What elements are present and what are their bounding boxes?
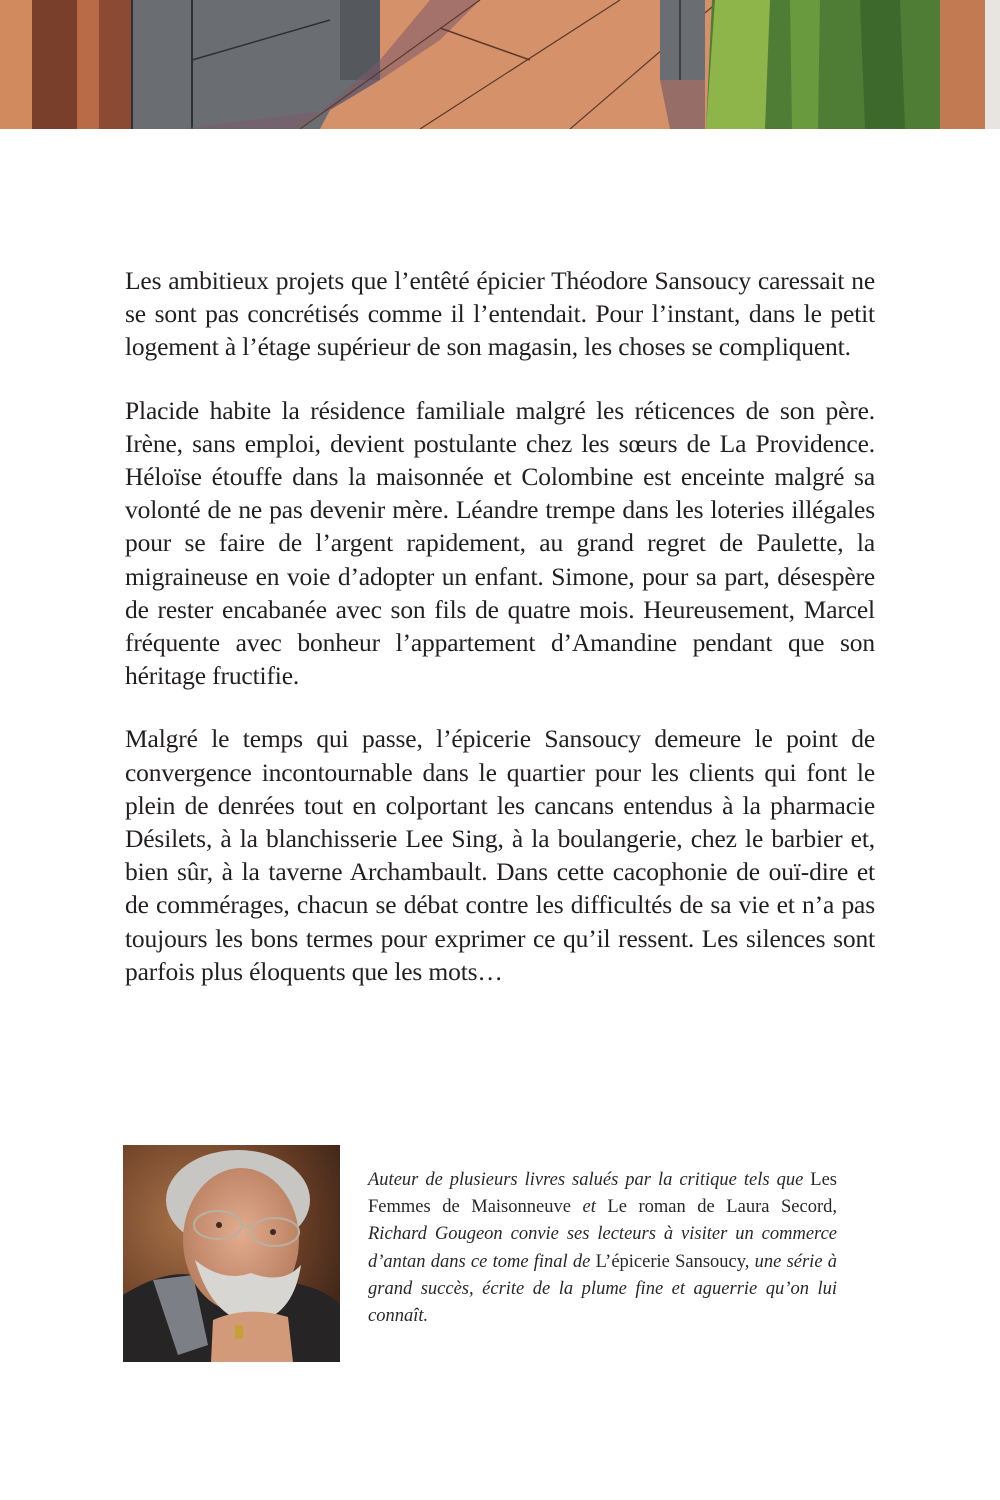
banner-illustration bbox=[0, 0, 1000, 129]
crate-right bbox=[660, 0, 705, 80]
blurb-paragraph: Les ambitieux projets que l’entêté épicier Théodore Sansoucy caressait ne se sont pas concrétisés comme il l’entendait. Pour l’instant, dans le petit logement à l’étage supérieur de son magasin, les choses se compliquent. bbox=[125, 266, 875, 362]
cover-illustration-banner bbox=[0, 0, 1000, 129]
wall-post bbox=[32, 0, 77, 129]
author-photo bbox=[123, 1145, 340, 1362]
author-section bbox=[123, 1145, 875, 1363]
author-portrait-image bbox=[123, 1145, 340, 1362]
wall-post bbox=[940, 0, 985, 129]
author-bio bbox=[368, 1167, 837, 1330]
blurb-paragraph: Malgré le temps qui passe, l’épicerie Sansoucy demeure le point de convergence incontournable dans le quartier pour les clients qui font le plein de denrées tout en colportant les cancans entendus à la pharmacie Désilets, à la blanchisserie Lee Sing, à la boulangerie, chez le barbier et, bien sûr, à la taverne Archambault. Dans cette cacophonie de ouï-dire et de commérages, chacun se débat contre les difficultés de sa vie et n’a pas toujours les bons termes pour exprimer ce qu’il ressent. Les silences sont parfois plus éloquents que les mots… bbox=[125, 724, 875, 986]
wall-post bbox=[77, 0, 99, 129]
book-title: Le roman de Laura Secord bbox=[607, 1197, 833, 1218]
bio-text: une série à grand succès, écrite de la plume fine et aguerrie qu’on lui connaît. bbox=[368, 1251, 837, 1327]
book-title: L’épicerie Sansoucy bbox=[595, 1251, 745, 1272]
bio-text: Richard Gougeon convie ses lecteurs à visiter un commerce d’antan dans ce tome final de bbox=[368, 1224, 837, 1272]
bio-text: Auteur de plusieurs livres salués par la critique tels que bbox=[368, 1170, 811, 1190]
wall-post bbox=[0, 0, 32, 129]
bio-punctuation: , bbox=[744, 1251, 755, 1272]
bio-punctuation: , bbox=[832, 1197, 837, 1218]
bio-text: et bbox=[570, 1197, 608, 1218]
blurb-paragraph: Placide habite la résidence familiale malgré les réticences de son père. Irène, sans emploi, devient postulante chez les sœurs de La Providence. Héloïse étouffe dans la maisonnée et Colombine est enceinte malgré sa volonté de ne pas devenir mère. Léandre trempe dans les loteries illégales pour se faire de l’argent rapidement, au grand regret de Paulette, la migraineuse en voie d’adopter un enfant. Simone, pour sa part, désespère de rester encabanée avec son fils de quatre mois. Heureusement, Marcel fréquente avec bonheur l’appartement d’Amandine pendant que son héritage fructifie. bbox=[125, 395, 875, 691]
back-cover-blurb bbox=[125, 264, 875, 1018]
wall-post bbox=[985, 0, 1000, 129]
book-title: Les Femmes de Maisonneuve bbox=[368, 1170, 837, 1218]
wall-post bbox=[99, 0, 132, 129]
